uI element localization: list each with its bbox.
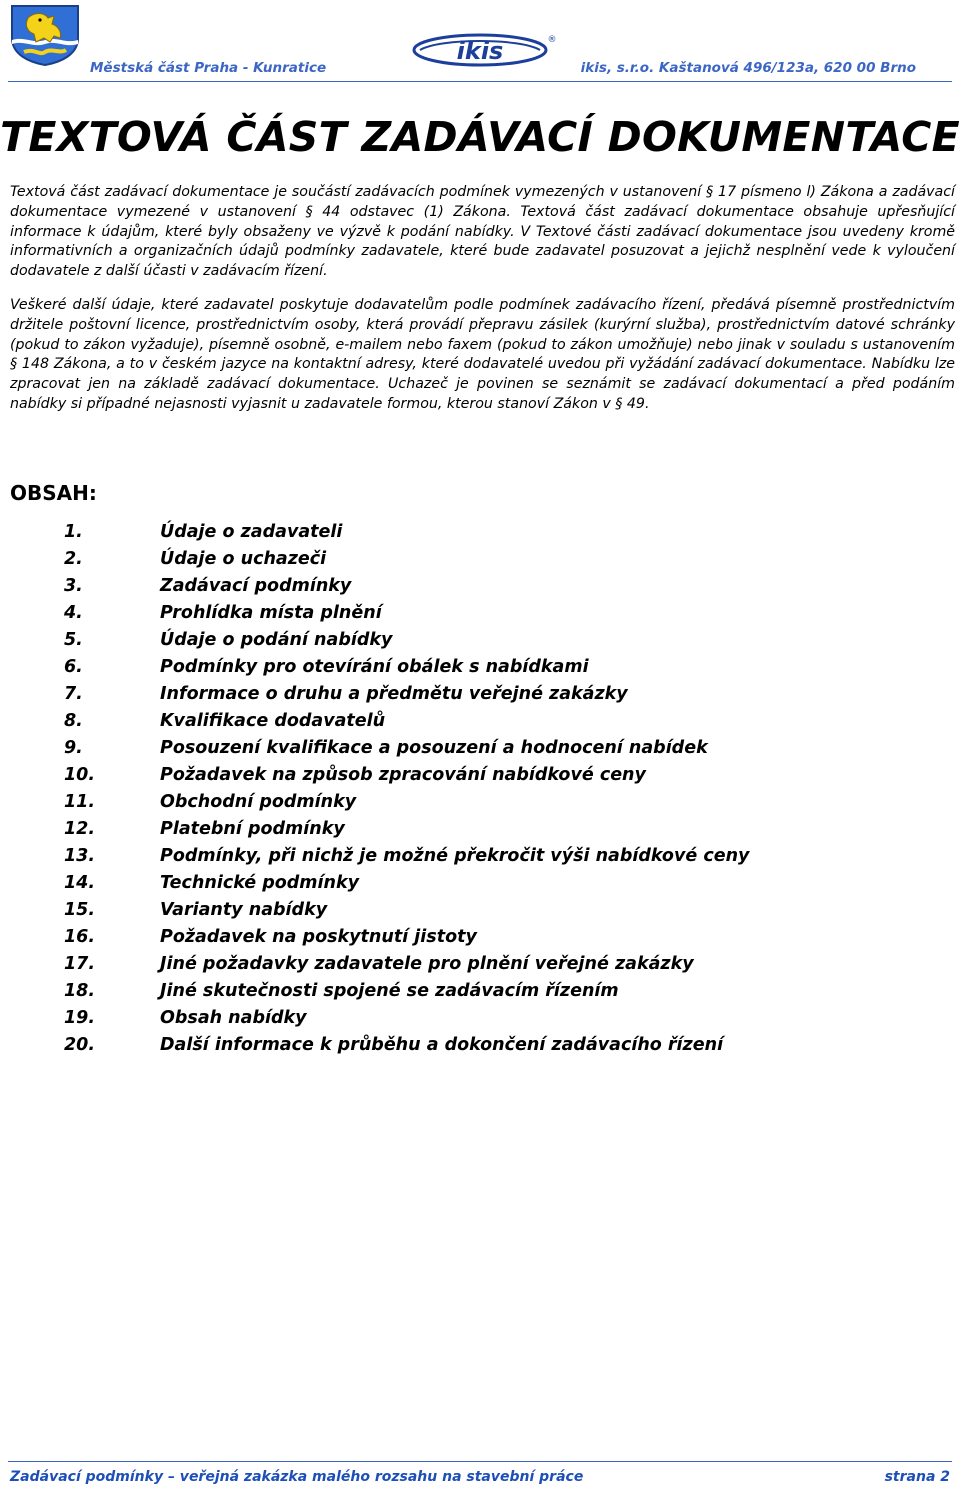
communication-paragraph: Veškeré další údaje, které zadavatel poskytuje dodavatelům podle podmínek zadávacího řízení, předává písemně prostřednictvím držitele poštovní licence, prostřednictvím osoby, která provádí přepravu zásilek (kurýrní služba), prostřednictvím datové schránky (pokud to zákon vyžaduje), písemně osobně, e-mailem nebo faxem (pokud to zákon umožňuje) nebo jinak v souladu s ustanovením § 148 Zákona, a to v českém jazyce na kontaktní adresy, které dodavatelé uvedou při vyžádání zadávací dokumentace. Nabídku lze zpracovat jen na základě zadávací dokumentace. Uchazeč je povinen se seznámit se zadávací dokumentací a před podáním nabídky si případné nejasnosti vyjasnit u zadavatele formou, kterou stanoví Zákon v § 49. <box>10 297 955 412</box>
toc-item-label: Platební podmínky <box>160 819 345 839</box>
header-municipality: Městská část Praha - Kunratice <box>90 60 327 76</box>
header-company-address: ikis, s.r.o. Kaštanová 496/123a, 620 00 Brno <box>580 60 916 76</box>
toc-item-label: Podmínky pro otevírání obálek s nabídkami <box>160 657 589 677</box>
intro-paragraph: Textová část zadávací dokumentace je součástí zadávacích podmínek vymezených v ustanovení § 17 písmeno l) Zákona a zadávací dokumentace vymezené v ustanovení § 44 odstavec (1) Zákona. Textová část zadávací dokumentace obsahuje upřesňující informace k údajům, které byly obsaženy ve výzvě k podání nabídky. V Textové části zadávací dokumentace jsou uvedeny kromě informativních a organizačních údajů podmínky zadavatele, které bude zadavatel posuzovat a jejichž nesplnění vede k vyloučení dodavatele z další účasti v zadávacím řízení. <box>10 184 955 280</box>
toc-item-number: 18. <box>64 981 96 1001</box>
toc-item-number: 10. <box>64 765 96 785</box>
toc-item-number: 1. <box>64 522 83 542</box>
toc-item-label: Varianty nabídky <box>160 900 328 920</box>
toc-item-number: 17. <box>64 954 96 974</box>
footer-document-title: Zadávací podmínky – veřejná zakázka malého rozsahu na stavební práce <box>10 1469 584 1485</box>
ikis-logo-text: ikis <box>456 37 504 65</box>
toc-item-label: Požadavek na poskytnutí jistoty <box>160 927 477 947</box>
toc-item-number: 13. <box>64 846 96 866</box>
toc-item-label: Obchodní podmínky <box>160 792 357 812</box>
toc-item-label: Prohlídka místa plnění <box>160 603 382 623</box>
toc-item-label: Kvalifikace dodavatelů <box>160 711 386 731</box>
header-divider <box>8 81 952 82</box>
toc-item-label: Technické podmínky <box>160 873 360 893</box>
toc-item-label: Jiné požadavky zadavatele pro plnění veřejné zakázky <box>160 954 694 974</box>
toc-item-number: 19. <box>64 1008 96 1028</box>
toc-item-label: Údaje o podání nabídky <box>160 630 393 650</box>
document-title: TEXTOVÁ ČÁST ZADÁVACÍ DOKUMENTACE <box>0 113 960 161</box>
footer-divider <box>8 1461 952 1462</box>
page-header <box>0 0 960 82</box>
toc-item-number: 12. <box>64 819 96 839</box>
toc-item-number: 14. <box>64 873 96 893</box>
toc-item-number: 9. <box>64 738 83 758</box>
toc-item-number: 6. <box>64 657 83 677</box>
toc-item-label: Požadavek na způsob zpracování nabídkové ceny <box>160 765 646 785</box>
toc-item-number: 2. <box>64 549 83 569</box>
toc-item-label: Údaje o zadavateli <box>160 522 343 542</box>
toc-item-label: Údaje o uchazeči <box>160 549 327 569</box>
toc-heading: OBSAH: <box>10 481 97 505</box>
toc-item-number: 16. <box>64 927 96 947</box>
toc-item-label: Jiné skutečnosti spojené se zadávacím řízením <box>160 981 619 1001</box>
toc-item-label: Podmínky, při nichž je možné překročit výši nabídkové ceny <box>160 846 750 866</box>
toc-item-number: 11. <box>64 792 96 812</box>
toc-item-number: 8. <box>64 711 83 731</box>
toc-item-label: Informace o druhu a předmětu veřejné zakázky <box>160 684 628 704</box>
toc-item-number: 4. <box>64 603 83 623</box>
toc-item-number: 20. <box>64 1035 96 1055</box>
page-number: strana 2 <box>884 1469 950 1485</box>
toc-item-number: 7. <box>64 684 83 704</box>
toc-item-label: Posouzení kvalifikace a posouzení a hodnocení nabídek <box>160 738 708 758</box>
toc-item-number: 15. <box>64 900 96 920</box>
toc-item-label: Zadávací podmínky <box>160 576 352 596</box>
toc-item-number: 3. <box>64 576 83 596</box>
toc-item-label: Další informace k průběhu a dokončení zadávacího řízení <box>160 1035 724 1055</box>
toc-item-label: Obsah nabídky <box>160 1008 307 1028</box>
ikis-logo-icon <box>410 30 560 70</box>
ikis-registered-mark: ® <box>547 35 557 45</box>
coat-of-arms-icon <box>10 4 80 66</box>
toc-item-number: 5. <box>64 630 83 650</box>
